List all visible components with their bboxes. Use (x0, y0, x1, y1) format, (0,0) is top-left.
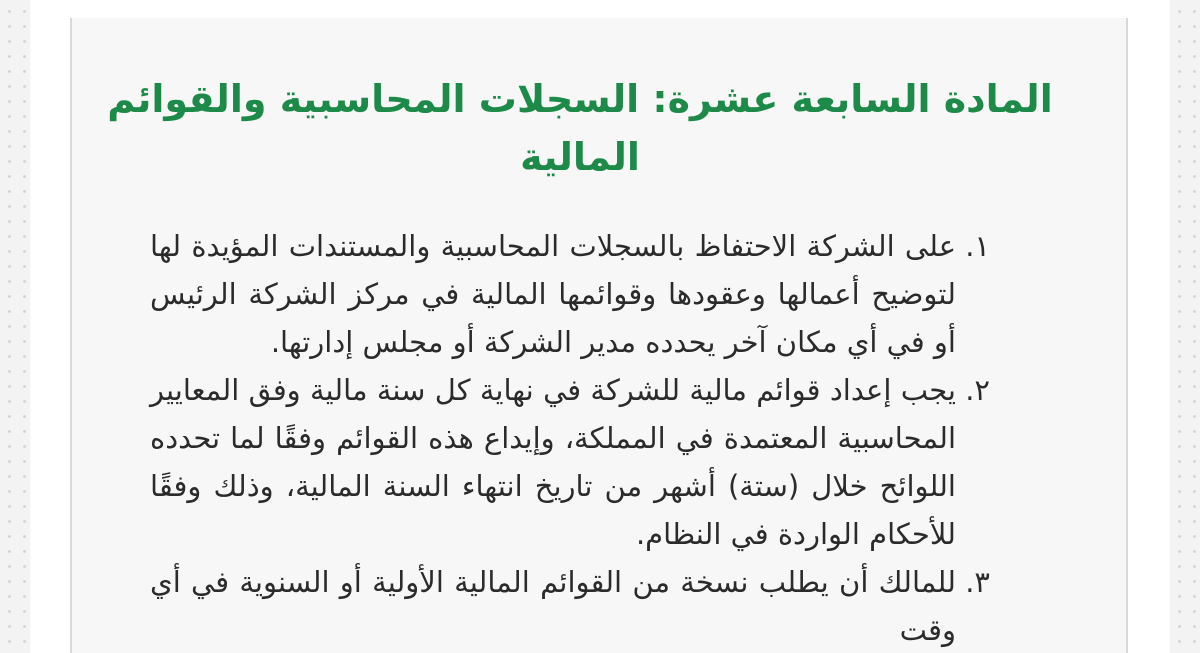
clause-1 (150, 222, 990, 366)
clause-number: ١. (965, 229, 990, 263)
top-gap (30, 0, 1170, 18)
right-dotted-margin (1170, 0, 1200, 653)
clause-number: ٣. (965, 565, 990, 599)
clause-text: للمالك أن يطلب نسخة من القوائم المالية الأولية أو السنوية في أي وقت (150, 565, 956, 647)
clause-2 (150, 366, 990, 558)
clause-text: على الشركة الاحتفاظ بالسجلات المحاسبية والمستندات المؤيدة لها لتوضيح أعمالها وعقودها وقوائمها المالية في مركز الشركة الرئيس أو في أي مكان آخر يحدده مدير الشركة أو مجلس إدارتها. (150, 229, 956, 359)
article-title: المادة السابعة عشرة: السجلات المحاسبية والقوائم المالية (107, 77, 1053, 179)
left-dotted-margin (0, 0, 30, 653)
clause-number: ٢. (965, 373, 990, 407)
clause-list (150, 222, 990, 653)
clause-text: يجب إعداد قوائم مالية للشركة في نهاية كل سنة مالية وفق المعايير المحاسبية المعتمدة في المملكة، وإيداع هذه القوائم وفقًا لما تحدده اللوائح خلال (ستة) أشهر من تاريخ انتهاء السنة المالية، وذلك وفقًا للأحكام الواردة في النظام. (150, 373, 956, 551)
clause-3 (150, 558, 990, 653)
